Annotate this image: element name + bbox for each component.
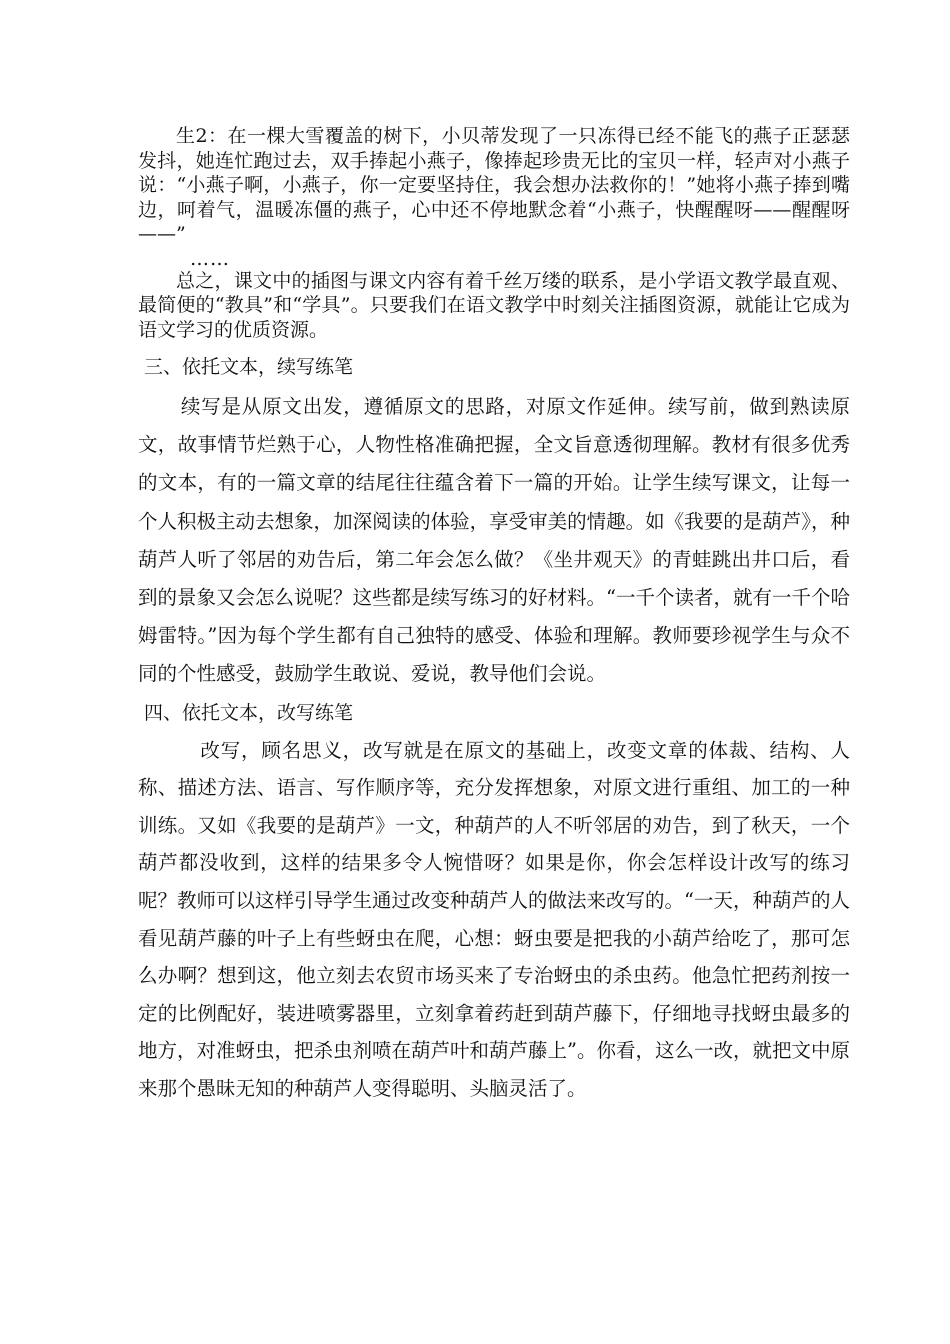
rewriting-paragraph: 改写，顾名思义，改写就是在原文的基础上，改变文章的体裁、结构、人称、描述方法、语言、写作顺序等，充分发挥想象，对原文进行重组、加工的一种训练。又如《我要的是葫芦》一文，种葫芦的人不听邻居的劝告，到了秋天，一个葫芦都没收到，这样的结果多令人惋惜呀？如果是你，你会怎样设计改写的练习呢？教师可以这样引导学生通过改变种葫芦人的做法来改写的。“一天，种葫芦的人看见葫芦藤的叶子上有些蚜虫在爬，心想：蚜虫要是把我的小葫芦给吃了，那可怎么办啊？想到这，他立刻去农贸市场买来了专治蚜虫的杀虫药。他急忙把药剂按一定的比例配好，装进喷雾器里，立刻拿着药赶到葫芦藤下，仔细地寻找蚜虫最多的地方，对准蚜虫，把杀虫剂喷在葫芦叶和葫芦藤上”。你看，这么一改，就把文中原来那个愚昧无知的种葫芦人变得聪明、头脑灵活了。 (138, 738, 850, 1100)
ellipsis-line: …… (190, 247, 230, 270)
document-page (138, 124, 850, 1108)
continuation-paragraph: 续写是从原文出发，遵循原文的思路，对原文作延伸。续写前，做到熟读原文，故事情节烂熟于心，人物性格准确把握，全文旨意透彻理解。教材有很多优秀的文本，有的一篇文章的结尾往往蕴含着下一篇的开始。让学生续写课文，让每一个人积极主动去想象，加深阅读的体验，享受审美的情趣。如《我要的是葫芦》，种葫芦人听了邻居的劝告后，第二年会怎么做？《坐井观天》的青蛙跳出井口后，看到的景象又会怎么说呢？这些都是续写练习的好材料。“一千个读者，就有一千个哈姆雷特。”因为每个学生都有自己独特的感受、体验和理解。教师要珍视学生与众不同的个性感受，鼓励学生敢说、爱说，教导他们会说。 (138, 395, 850, 686)
section-3-heading: 三、依托文本，续写练笔 (144, 356, 354, 378)
student-2-paragraph: 生2：在一棵大雪覆盖的树下，小贝蒂发现了一只冻得已经不能飞的燕子正瑟瑟发抖，她连忙跑过去，双手捧起小燕子，像捧起珍贵无比的宝贝一样，轻声对小燕子说：“小燕子啊，小燕子，你一定要坚持住，我会想办法救你的！”她将小燕子捧到嘴边，呵着气，温暖冻僵的燕子，心中还不停地默念着“小燕子，快醒醒呀——醒醒呀——” (138, 125, 850, 245)
summary-paragraph: 总之，课文中的插图与课文内容有着千丝万缕的联系，是小学语文教学最直观、最简便的“教具”和“学具”。只要我们在语文教学中时刻关注插图资源，就能让它成为语文学习的优质资源。 (138, 269, 850, 341)
section-4-heading: 四、依托文本，改写练笔 (144, 701, 354, 724)
